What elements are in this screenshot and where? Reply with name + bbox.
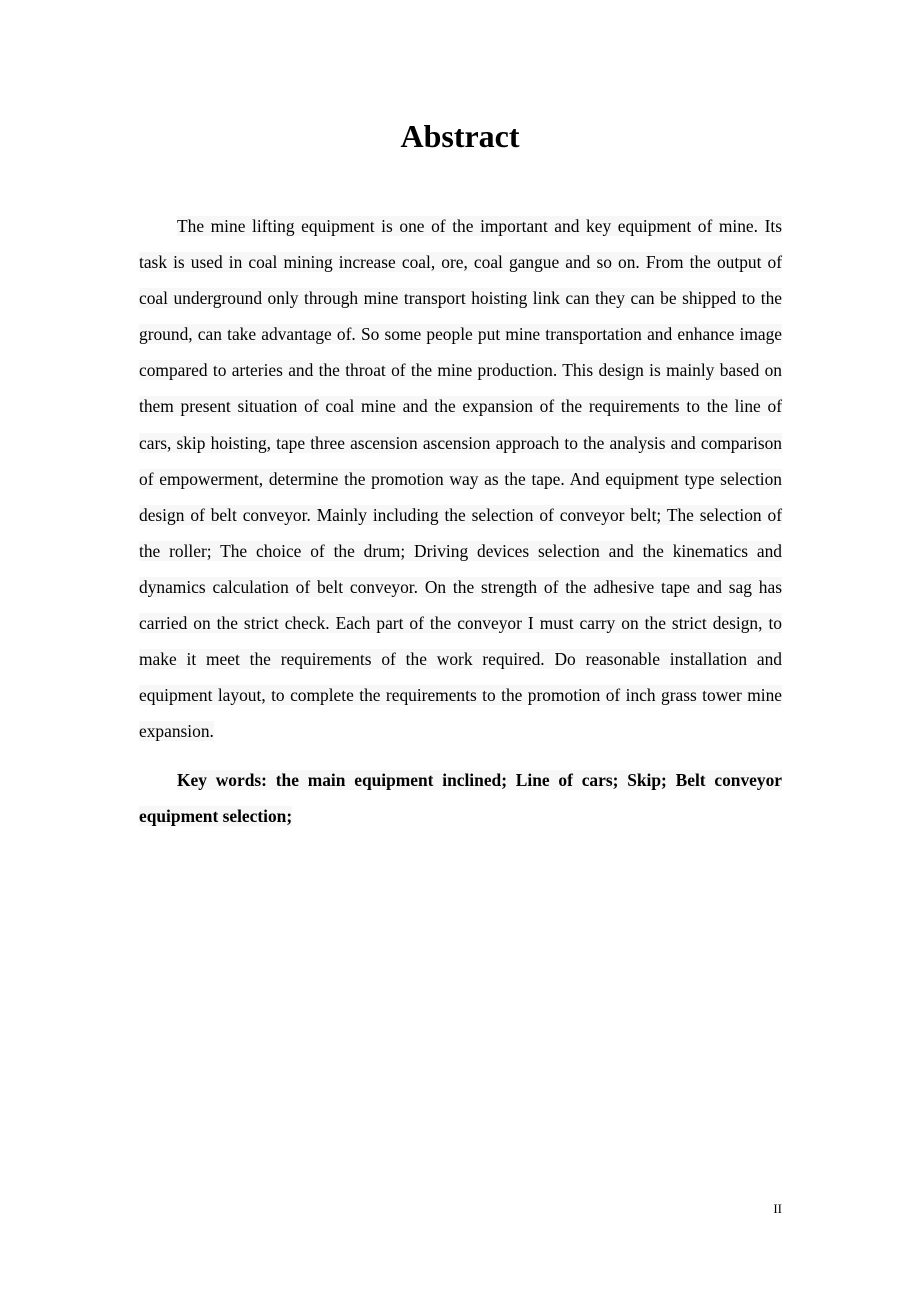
abstract-paragraph xyxy=(139,208,782,749)
page-title: Abstract xyxy=(400,118,520,154)
keywords-text: Key words: the main equipment inclined; Line of cars; Skip; Belt conveyor equipment selection; xyxy=(139,770,782,827)
page-number: II xyxy=(773,1201,782,1216)
keywords-paragraph xyxy=(139,762,782,834)
abstract-text: The mine lifting equipment is one of the important and key equipment of mine. Its task is used in coal mining increase coal, ore, coal gangue and so on. From the output of coal underground only through mine transport hoisting link can they can be shipped to the ground, can take advantage of. So some people put mine transportation and enhance image compared to arteries and the throat of the mine production. This design is mainly based on them present situation of coal mine and the expansion of the requirements to the line of cars, skip hoisting, tape three ascension ascension approach to the analysis and comparison of empowerment, determine the promotion way as the tape. And equipment type selection design of belt conveyor. Mainly including the selection of conveyor belt; The selection of the roller; The choice of the drum; Driving devices selection and the kinematics and dynamics calculation of belt conveyor. On the strength of the adhesive tape and sag has carried on the strict check. Each part of the conveyor I must carry on the strict design, to make it meet the requirements of the work required. Do reasonable installation and equipment layout, to complete the requirements to the promotion of inch grass tower mine expansion. xyxy=(139,216,782,742)
